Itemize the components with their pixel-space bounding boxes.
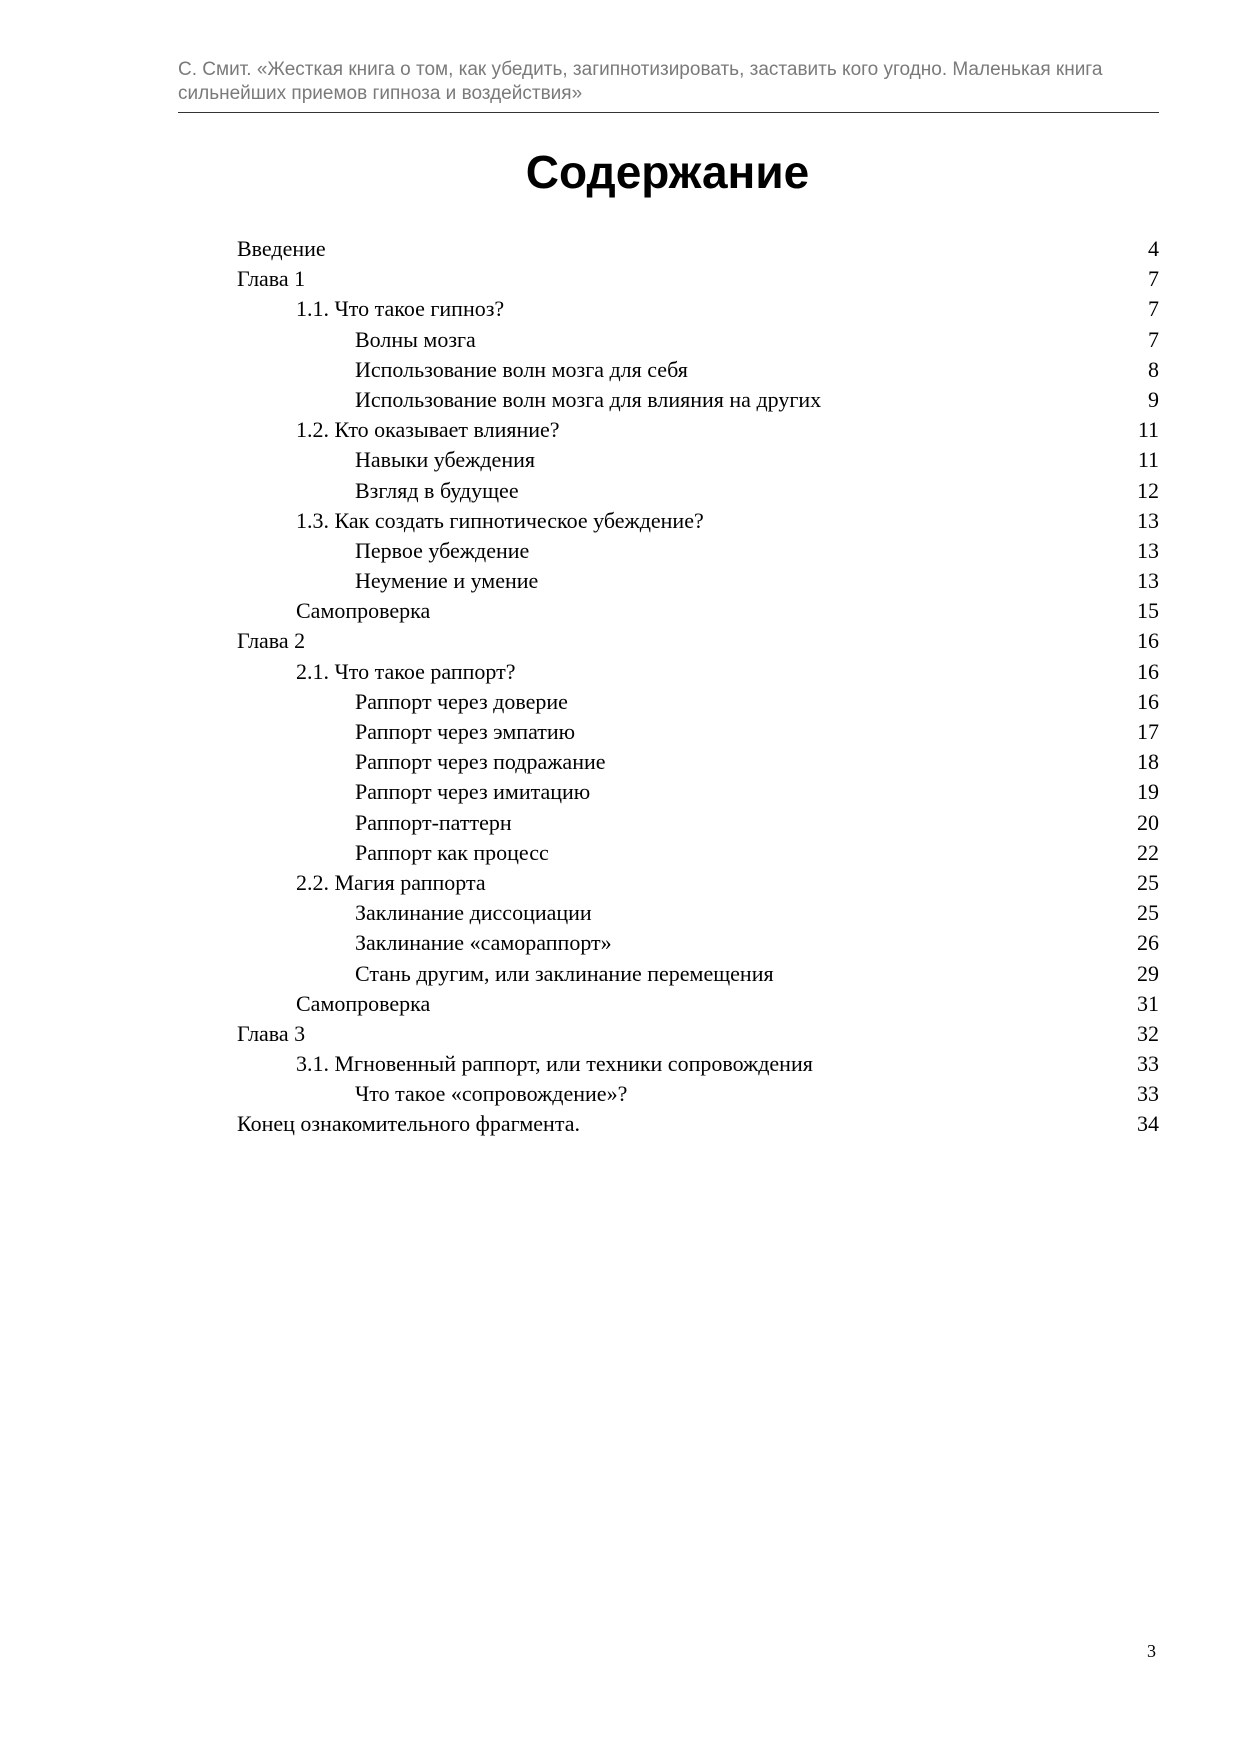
toc-entry[interactable] (237, 234, 1159, 264)
toc-entry[interactable] (237, 355, 1159, 385)
toc-entry-title: Взгляд в будущее (355, 477, 519, 503)
toc-entry-page: 7 (1148, 266, 1159, 292)
toc-entry-title: Стань другим, или заклинание перемещения (355, 960, 774, 986)
running-header: С. Смит. «Жесткая книга о том, как убедить, загипнотизировать, заставить кого угодно. Маленькая книга сильнейших приемов гипноза и воздействия» (178, 59, 1103, 104)
page-number: 3 (1147, 1641, 1156, 1661)
toc-entry-page: 8 (1148, 356, 1159, 382)
toc-entry-title: Самопроверка (296, 598, 431, 624)
toc-entry-page: 16 (1137, 688, 1159, 714)
toc-entry-title: Раппорт как процесс (355, 839, 549, 865)
toc-entry-title: 2.2. Магия раппорта (296, 869, 486, 895)
toc-entry-title: Использование волн мозга для влияния на других (355, 386, 822, 412)
toc-entry-page: 13 (1137, 568, 1159, 594)
toc-entry[interactable] (237, 536, 1159, 566)
toc-entry-page: 18 (1137, 749, 1159, 775)
toc-entry-title: Заклинание «самораппорт» (355, 930, 612, 956)
toc-entry[interactable] (237, 838, 1159, 868)
toc-entry-title: 1.2. Кто оказывает влияние? (296, 417, 560, 443)
toc-entry-title: Волны мозга (355, 326, 476, 352)
toc-entry-page: 13 (1137, 507, 1159, 533)
toc-entry-title: Раппорт через имитацию (355, 779, 591, 805)
toc-entry[interactable] (237, 747, 1159, 777)
toc-entry-title: Неумение и умение (355, 568, 539, 594)
toc-entry[interactable] (237, 325, 1159, 355)
toc-entry-title: Раппорт через подражание (355, 749, 606, 775)
toc-entry-page: 11 (1137, 417, 1159, 443)
toc-entry[interactable] (237, 626, 1159, 656)
toc-entry-page: 20 (1137, 809, 1159, 835)
toc-entry-title: Навыки убеждения (355, 447, 535, 473)
toc-entry-title: Введение (237, 236, 326, 261)
toc-entry-title: Первое убеждение (355, 537, 530, 563)
toc-entry[interactable] (237, 506, 1159, 536)
toc-entry-page: 25 (1137, 900, 1159, 926)
toc-entry-page: 19 (1137, 779, 1159, 805)
toc-entry[interactable] (237, 1079, 1159, 1109)
toc-entry[interactable] (237, 959, 1159, 989)
toc-entry-title: Раппорт через эмпатию (355, 719, 576, 744)
toc-entry[interactable] (237, 1019, 1159, 1049)
toc-entry-title: Глава 3 (237, 1020, 306, 1046)
toc-entry-page: 25 (1137, 869, 1159, 895)
toc-entry-page: 32 (1137, 1020, 1159, 1046)
toc-entry-page: 7 (1148, 296, 1159, 322)
toc-entry-title: Использование волн мозга для себя (355, 356, 688, 382)
toc-entry-title: 1.1. Что такое гипноз? (296, 296, 505, 322)
toc-entry-page: 15 (1137, 598, 1159, 624)
toc-entry-title: 1.3. Как создать гипнотическое убеждение? (296, 507, 704, 533)
toc-entry[interactable] (237, 1049, 1159, 1079)
toc-entry-page: 22 (1137, 839, 1159, 865)
table-of-contents (237, 234, 1159, 1140)
toc-entry[interactable] (237, 476, 1159, 506)
toc-entry-page: 33 (1137, 1081, 1159, 1107)
toc-entry-page: 7 (1148, 326, 1159, 352)
page-title: Содержание (525, 146, 810, 198)
toc-entry-page: 9 (1148, 386, 1159, 412)
toc-entry[interactable] (237, 445, 1159, 475)
toc-entry-page: 16 (1137, 628, 1159, 654)
toc-entry[interactable] (237, 385, 1159, 415)
header-divider (178, 112, 1159, 113)
toc-entry[interactable] (237, 415, 1159, 445)
toc-entry-title: Что такое «сопровождение»? (355, 1081, 628, 1107)
toc-entry-page: 17 (1137, 719, 1159, 744)
toc-entry-title: Самопроверка (296, 990, 431, 1016)
toc-entry-title: Раппорт-паттерн (355, 809, 512, 835)
toc-entry-page: 26 (1137, 930, 1159, 956)
toc-entry-page: 12 (1137, 477, 1159, 503)
toc-entry[interactable] (237, 657, 1159, 687)
toc-entry-title: 2.1. Что такое раппорт? (296, 658, 516, 684)
toc-entry-page: 13 (1137, 537, 1159, 563)
toc-entry[interactable] (237, 777, 1159, 807)
toc-entry[interactable] (237, 989, 1159, 1019)
toc-entry-page: 11 (1137, 447, 1159, 473)
toc-entry[interactable] (237, 808, 1159, 838)
toc-entry-title: 3.1. Мгновенный раппорт, или техники сопровождения (296, 1051, 813, 1077)
toc-entry[interactable] (237, 868, 1159, 898)
toc-entry[interactable] (237, 717, 1159, 747)
toc-entry[interactable] (237, 294, 1159, 324)
toc-entry-page: 33 (1137, 1051, 1159, 1077)
toc-entry[interactable] (237, 687, 1159, 717)
toc-entry[interactable] (237, 1109, 1159, 1139)
toc-entry-page: 31 (1137, 990, 1159, 1016)
toc-entry-title: Глава 2 (237, 628, 306, 654)
toc-entry[interactable] (237, 566, 1159, 596)
toc-entry-title: Конец ознакомительного фрагмента. (237, 1111, 580, 1137)
toc-entry[interactable] (237, 264, 1159, 294)
toc-entry-title: Заклинание диссоциации (355, 900, 592, 926)
toc-entry-title: Глава 1 (237, 266, 306, 292)
toc-entry-page: 34 (1137, 1111, 1159, 1137)
toc-entry[interactable] (237, 898, 1159, 928)
toc-entry-title: Раппорт через доверие (355, 688, 568, 714)
toc-entry-page: 16 (1137, 658, 1159, 684)
toc-entry[interactable] (237, 596, 1159, 626)
toc-entry-page: 29 (1137, 960, 1159, 986)
toc-entry[interactable] (237, 928, 1159, 958)
toc-entry-page: 4 (1148, 236, 1159, 261)
